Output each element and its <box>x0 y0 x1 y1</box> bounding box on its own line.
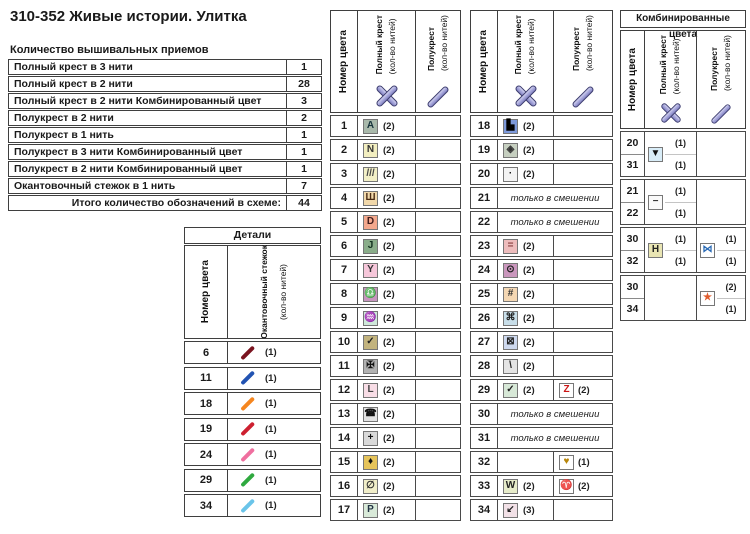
details-row: 11 (1) <box>184 367 321 390</box>
combined-colors-table <box>620 10 746 323</box>
full-cross-icon <box>513 83 539 109</box>
technique-label: Полукрест в 3 нити Комбинированный цвет <box>14 146 243 158</box>
legend-row: 27 ⊠ (2) <box>470 331 613 353</box>
legend-row: 33 W (2) ♈ (2) <box>470 475 613 497</box>
combined-pair: 21 22 − $\frac{(1)}{(1)}$ <box>620 179 746 225</box>
legend-row: 18 ▙ (2) <box>470 115 613 137</box>
combined-pair: 30 32 H (1) (1) ⋈ (1) (1) <box>620 227 746 273</box>
technique-label: Полукрест в 2 нити Комбинированный цвет <box>14 163 243 175</box>
techniques-total-row <box>8 195 322 211</box>
half-cross-icon <box>710 103 732 125</box>
color-number-header: Номер цвета <box>626 47 638 112</box>
technique-count: 1 <box>286 145 321 159</box>
color-number-header: Номер цвета <box>338 29 350 94</box>
technique-row <box>8 144 322 160</box>
stitch-symbol: N <box>363 143 378 158</box>
threads-header: (кол-во нитей) <box>671 38 681 95</box>
color-number-header: Номер цвета <box>200 260 212 324</box>
legend-table-1 <box>330 10 461 521</box>
legend-header <box>330 10 461 113</box>
legend-row: 17 P (2) <box>330 499 461 521</box>
legend-row: 29 ✓ (2) Z (2) <box>470 379 613 401</box>
technique-row <box>8 161 322 177</box>
technique-count: 28 <box>286 77 321 91</box>
details-row: 6 (1) <box>184 341 321 364</box>
legend-row: 10 ✓ (2) <box>330 331 461 353</box>
backstitch-line <box>240 371 254 385</box>
page-title: 310-352 Живые истории. Улитка <box>10 8 247 25</box>
stitch-symbol: = <box>503 239 518 254</box>
technique-count: 1 <box>286 162 321 176</box>
stitch-symbol: ∅ <box>363 479 378 494</box>
legend-row: 3 /// (2) <box>330 163 461 185</box>
stitch-symbol: ♈ <box>559 479 574 494</box>
technique-row <box>8 59 322 75</box>
stitch-symbol: ⊠ <box>503 335 518 350</box>
half-cross-icon <box>426 85 450 109</box>
legend-row: 23 = (2) <box>470 235 613 257</box>
stitch-symbol: ⋈ <box>700 243 715 258</box>
legend-row: 19 ◈ (2) <box>470 139 613 161</box>
legend-row: 34 ↙ (3) <box>470 499 613 521</box>
technique-count: 1 <box>286 128 321 142</box>
combined-title: Комбинированные цвета <box>620 10 746 28</box>
half-cross-header: Полукрест <box>425 26 436 72</box>
mix-only-note: только в смешении <box>510 432 600 444</box>
total-count: 44 <box>286 196 321 210</box>
stitch-symbol: ✓ <box>363 335 378 350</box>
technique-row <box>8 110 322 126</box>
technique-count: 2 <box>286 111 321 125</box>
legend-row: 24 ⊙ (2) <box>470 259 613 281</box>
backstitch-line <box>240 447 254 461</box>
legend-row-mix: 31 только в смешении <box>470 427 613 449</box>
stitch-symbol: · <box>503 167 518 182</box>
legend-row-mix: 22 только в смешении <box>470 211 613 233</box>
backstitch-line <box>240 473 254 487</box>
backstitch-line <box>240 498 254 512</box>
total-label: Итого количество обозначений в схеме: <box>71 197 281 209</box>
legend-row: 20 · (2) <box>470 163 613 185</box>
stitch-symbol: ▼ <box>648 147 663 162</box>
stitch-symbol: # <box>503 287 518 302</box>
legend-row: 6 J (2) <box>330 235 461 257</box>
mix-only-note: только в смешении <box>510 216 600 228</box>
stitch-symbol: ✠ <box>363 359 378 374</box>
mix-only-note: только в смешении <box>510 408 600 420</box>
threads-header: (кол-во нитей) <box>583 15 594 72</box>
stitch-symbol: ▙ <box>503 119 518 134</box>
full-cross-icon <box>374 83 400 109</box>
threads-header: (кол-во нитей) <box>387 18 397 75</box>
stitch-symbol: − <box>648 195 663 210</box>
stitch-symbol: ★ <box>700 291 715 306</box>
legend-row: 11 ✠ (2) <box>330 355 461 377</box>
legend-row: 2 N (2) <box>330 139 461 161</box>
threads-header: (кол-во нитей) <box>526 18 536 75</box>
stitch-symbol: Z <box>559 383 574 398</box>
stitch-symbol: L <box>363 383 378 398</box>
stitch-symbol: Ш <box>363 191 378 206</box>
legend-header <box>470 10 613 113</box>
legend-row: 8 ♎ (2) <box>330 283 461 305</box>
stitch-symbol: ☎ <box>363 407 378 422</box>
details-header <box>184 245 321 339</box>
threads-header: (кол-во нитей) <box>721 35 732 92</box>
technique-label: Полукрест в 1 нить <box>14 129 114 141</box>
stitch-symbol: /// <box>363 167 378 182</box>
mix-only-note: только в смешении <box>510 192 600 204</box>
stitch-symbol: ♒ <box>363 311 378 326</box>
stitch-symbol: W <box>503 479 518 494</box>
full-cross-icon <box>659 101 683 125</box>
combined-header <box>620 30 746 129</box>
stitch-symbol: ◈ <box>503 143 518 158</box>
legend-row: 12 L (2) <box>330 379 461 401</box>
technique-count: 1 <box>286 60 321 74</box>
stitch-symbol: ✓ <box>503 383 518 398</box>
technique-label: Окантовочный стежок в 1 нить <box>14 180 176 192</box>
stitch-symbol: Y <box>363 263 378 278</box>
technique-label: Полный крест в 3 нити <box>14 61 133 73</box>
backstitch-header: Окантовочный стежок <box>258 245 269 339</box>
half-cross-icon <box>571 85 595 109</box>
legend-row-mix: 21 только в смешении <box>470 187 613 209</box>
stitch-symbol: ↙ <box>503 503 518 518</box>
stitch-symbol: ♥ <box>559 455 574 470</box>
technique-count: 7 <box>286 179 321 193</box>
legend-row: 16 ∅ (2) <box>330 475 461 497</box>
backstitch-line <box>240 396 254 410</box>
legend-table-2 <box>470 10 613 521</box>
technique-row <box>8 178 322 194</box>
legend-row: 1 A (2) <box>330 115 461 137</box>
half-cross-header: Полукрест <box>708 46 719 92</box>
legend-row: 25 # (2) <box>470 283 613 305</box>
stitch-symbol: H <box>648 243 663 258</box>
full-cross-header: Полный крест <box>513 15 524 75</box>
techniques-subtitle: Количество вышивальных приемов <box>10 44 209 56</box>
legend-row: 28 \ (2) <box>470 355 613 377</box>
half-cross-header: Полукрест <box>570 26 581 72</box>
stitch-symbol: ⌘ <box>503 311 518 326</box>
legend-row: 32 ♥ (1) <box>470 451 613 473</box>
color-number-header: Номер цвета <box>478 29 490 94</box>
stitch-symbol: ⊙ <box>503 263 518 278</box>
legend-row: 14 + (2) <box>330 427 461 449</box>
stitch-symbol: ♦ <box>363 455 378 470</box>
details-row: 29 (1) <box>184 469 321 492</box>
full-cross-header: Полный крест <box>658 35 669 95</box>
threads-header: (кол-во нитей) <box>277 263 288 321</box>
details-table <box>184 227 321 520</box>
legend-row: 4 Ш (2) <box>330 187 461 209</box>
techniques-table <box>8 59 322 211</box>
threads-header: (кол-во нитей) <box>438 15 449 72</box>
details-row: 18 (1) <box>184 392 321 415</box>
backstitch-line <box>240 345 254 359</box>
legend-row: 26 ⌘ (2) <box>470 307 613 329</box>
details-title: Детали <box>184 227 321 244</box>
legend-row: 13 ☎ (2) <box>330 403 461 425</box>
details-row: 34 (1) <box>184 494 321 517</box>
full-cross-header: Полный крест <box>374 15 385 75</box>
legend-row-mix: 30 только в смешении <box>470 403 613 425</box>
technique-count: 3 <box>286 94 321 108</box>
legend-row: 5 D (2) <box>330 211 461 233</box>
combined-pair: 20 31 ▼ (1) (1) <box>620 131 746 177</box>
legend-row: 9 ♒ (2) <box>330 307 461 329</box>
backstitch-line <box>240 422 254 436</box>
stitch-symbol: \ <box>503 359 518 374</box>
legend-row: 7 Y (2) <box>330 259 461 281</box>
technique-row <box>8 76 322 92</box>
technique-row <box>8 127 322 143</box>
legend-row: 15 ♦ (2) <box>330 451 461 473</box>
technique-row <box>8 93 322 109</box>
technique-label: Полный крест в 2 нити <box>14 78 133 90</box>
stitch-symbol: ♎ <box>363 287 378 302</box>
stitch-symbol: A <box>363 119 378 134</box>
technique-label: Полный крест в 2 нити Комбинированный цвет <box>14 95 262 107</box>
combined-pair: 30 34 ★ (2) (1) <box>620 275 746 321</box>
details-row: 24 (1) <box>184 443 321 466</box>
stitch-symbol: + <box>363 431 378 446</box>
stitch-symbol: J <box>363 239 378 254</box>
technique-label: Полукрест в 2 нити <box>14 112 114 124</box>
stitch-symbol: P <box>363 503 378 518</box>
details-row: 19 (1) <box>184 418 321 441</box>
stitch-symbol: D <box>363 215 378 230</box>
